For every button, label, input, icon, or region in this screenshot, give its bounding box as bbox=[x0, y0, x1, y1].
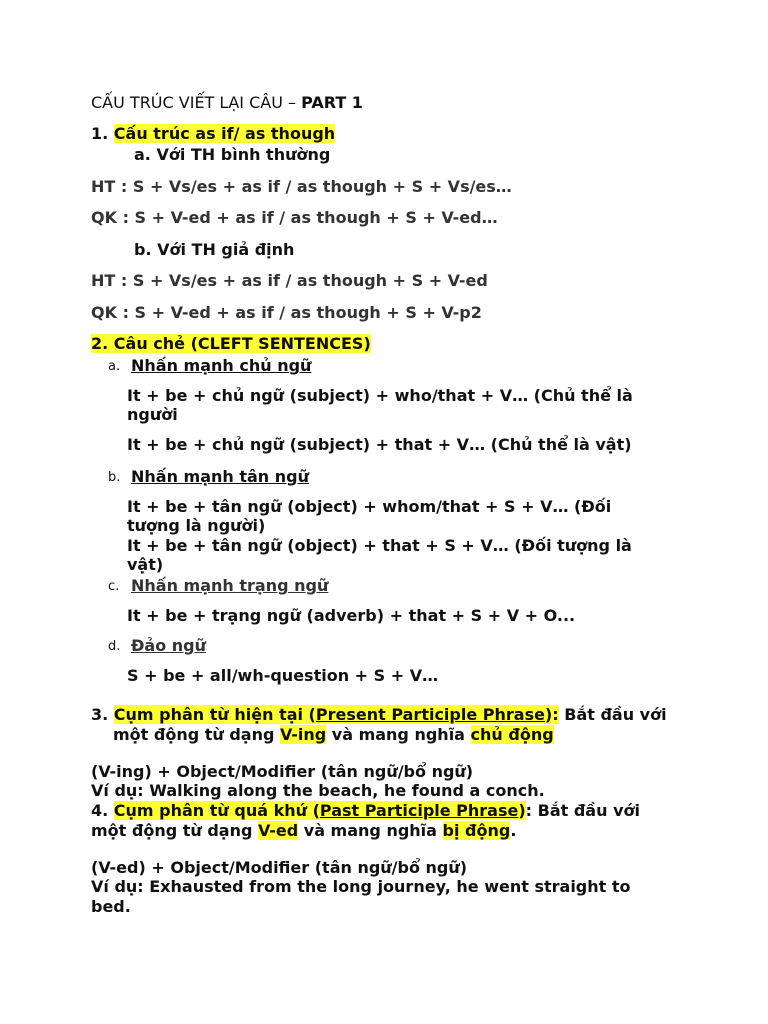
section3-hl-underlined: Present Participle Phrase bbox=[315, 705, 545, 724]
section4-hl-underlined: Past Participle Phrase bbox=[319, 801, 519, 820]
section3-hl-part1: Cụm phân từ hiện tại ( bbox=[113, 705, 316, 724]
section4-line2 bbox=[91, 821, 516, 841]
section4-line2-c: . bbox=[510, 821, 517, 840]
section3-hl-part2: ): bbox=[544, 705, 559, 724]
section4-line2-a: một động từ dạng bbox=[91, 821, 259, 840]
section2-item-b-line: tượng là người) bbox=[127, 516, 266, 535]
section4-formula: (V-ed) + Object/Modifier (tân ngữ/bổ ngữ) bbox=[91, 858, 468, 877]
section1-b-qk: QK : S + V-ed + as if / as though + S + V-p2 bbox=[91, 303, 482, 322]
section2-item-a-line: người bbox=[127, 405, 178, 424]
section4-number: 4. bbox=[91, 801, 114, 820]
section4-example: Ví dụ: Exhausted from the long journey, he went straight to bbox=[91, 877, 631, 896]
document-title bbox=[91, 93, 363, 113]
section1-heading-text: Cấu trúc as if/ as though bbox=[113, 124, 336, 143]
section1-a-ht: HT : S + Vs/es + as if / as though + S + Vs/es… bbox=[91, 177, 512, 196]
section2-item-c-marker: c. bbox=[108, 579, 120, 594]
section3-line2 bbox=[113, 725, 554, 745]
section3-line2-hl1: V-ing bbox=[280, 725, 327, 744]
section3-example: Ví dụ: Walking along the beach, he found a conch. bbox=[91, 781, 545, 800]
section3-line2-hl2: chủ động bbox=[470, 725, 554, 744]
section2-item-a-heading: Nhấn mạnh chủ ngữ bbox=[131, 356, 312, 375]
section1-a-qk: QK : S + V-ed + as if / as though + S + V-ed… bbox=[91, 208, 498, 227]
section2-heading bbox=[91, 334, 371, 354]
section2-number: 2. bbox=[91, 334, 114, 353]
section4-hl-part1: Cụm phân từ quá khứ ( bbox=[113, 801, 320, 820]
section2-item-c-line: It + be + trạng ngữ (adverb) + that + S + V + O... bbox=[127, 606, 576, 625]
section3-number: 3. bbox=[91, 705, 114, 724]
section4-tail: : Bắt đầu với bbox=[525, 801, 640, 820]
section3-tail: Bắt đầu với bbox=[558, 705, 667, 724]
section2-item-b-line: vật) bbox=[127, 555, 164, 574]
section1-sub-b: b. Với TH giả định bbox=[134, 240, 295, 259]
section2-item-b-line: It + be + tân ngữ (object) + whom/that + S + V… (Đối bbox=[127, 497, 612, 516]
section3-heading bbox=[91, 705, 667, 725]
section2-item-a-marker: a. bbox=[108, 359, 121, 374]
section2-item-b-marker: b. bbox=[108, 470, 121, 485]
section4-line2-hl1: V-ed bbox=[258, 821, 299, 840]
section2-item-d-heading: Đảo ngữ bbox=[131, 636, 206, 655]
section4-example-cont: bed. bbox=[91, 897, 131, 916]
section3-formula: (V-ing) + Object/Modifier (tân ngữ/bổ ngữ) bbox=[91, 762, 474, 781]
section2-heading-text: Câu chẻ (CLEFT SENTENCES) bbox=[113, 334, 371, 353]
section2-item-b-heading: Nhấn mạnh tân ngữ bbox=[131, 467, 309, 486]
section2-item-d-marker: d. bbox=[108, 639, 121, 654]
section4-line2-b: và mang nghĩa bbox=[298, 821, 443, 840]
section2-item-c-heading: Nhấn mạnh trạng ngữ bbox=[131, 576, 329, 595]
section1-b-ht: HT : S + Vs/es + as if / as though + S + V-ed bbox=[91, 271, 488, 290]
section3-highlight bbox=[114, 705, 559, 724]
section1-number: 1. bbox=[91, 124, 114, 143]
section3-line2-a: một động từ dạng bbox=[113, 725, 281, 744]
section4-heading bbox=[91, 801, 640, 821]
section2-item-a-line: It + be + chủ ngữ (subject) + that + V… (Chủ thể là vật) bbox=[127, 435, 632, 454]
section4-hl-part2: ) bbox=[518, 801, 526, 820]
section2-item-b-line: It + be + tân ngữ (object) + that + S + V… (Đối tượng là bbox=[127, 536, 632, 555]
title-text: CẤU TRÚC VIẾT LẠI CÂU – bbox=[91, 93, 302, 112]
section1-sub-a: a. Với TH bình thường bbox=[134, 145, 331, 164]
section1-heading bbox=[91, 124, 335, 144]
section2-item-a-line: It + be + chủ ngữ (subject) + who/that + V… (Chủ thể là bbox=[127, 386, 633, 405]
title-part: PART 1 bbox=[301, 93, 363, 112]
section4-highlight bbox=[114, 801, 526, 820]
section2-item-d-line: S + be + all/wh-question + S + V… bbox=[127, 666, 439, 685]
section3-line2-b: và mang nghĩa bbox=[326, 725, 471, 744]
section4-line2-hl2: bị động bbox=[442, 821, 511, 840]
